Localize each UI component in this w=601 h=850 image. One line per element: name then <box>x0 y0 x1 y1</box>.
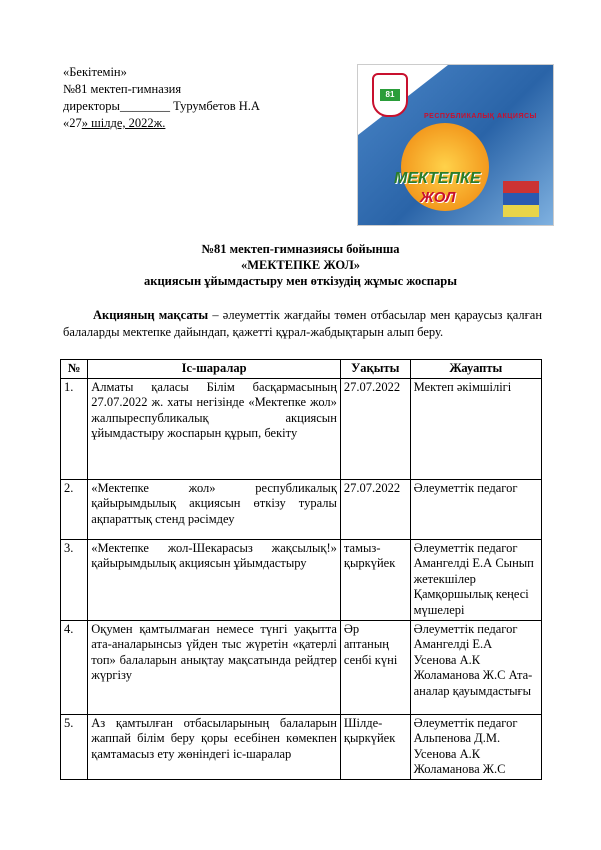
logo-text-zhol: ЖОЛ <box>420 189 456 206</box>
emblem-number: 81 <box>380 89 400 101</box>
doc-title-line2: «МЕКТЕПКЕ ЖОЛ» <box>240 258 361 272</box>
doc-title-line1: №81 мектеп-гимназиясы бойынша <box>201 242 400 256</box>
row-activity: «Мектепке жол» республикалық қайырымдылық акциясын өткізу туралы ақпараттық стенд рәсімдеу <box>88 479 341 539</box>
table-row <box>61 714 542 779</box>
purpose-paragraph <box>63 307 542 341</box>
table-row <box>61 378 542 479</box>
doc-title-line3: акциясын ұйымдастыру мен өткізудің жұмыс жоспары <box>144 274 457 288</box>
row-activity: Алматы қаласы Білім басқармасының 27.07.2022 ж. хаты негізінде «Мектепке жол» жалпыреспубликалық акциясын ұйымдастыру жоспарын құрып, бекіту <box>88 378 341 479</box>
row-num: 3. <box>61 539 88 620</box>
date-month-year: » шілде, 2022ж. <box>81 116 166 130</box>
row-responsible: Мектеп әкімшілігі <box>410 378 541 479</box>
signature-line: ________ <box>119 99 170 113</box>
date-day: «27 <box>63 116 82 130</box>
director-label: директоры <box>63 99 120 113</box>
row-num: 2. <box>61 479 88 539</box>
row-activity: «Мектепке жол-Шекарасыз жақсылық!» қайырымдылық акциясын ұйымдастыру <box>88 539 341 620</box>
approval-block <box>63 64 260 132</box>
row-time: 27.07.2022 <box>340 378 410 479</box>
plan-table <box>60 359 542 780</box>
logo-text-mektepke: МЕКТЕПКЕ <box>394 170 481 187</box>
table-row <box>61 539 542 620</box>
director-name: Турумбетов Н.А <box>169 99 260 113</box>
purpose-text: – әлеуметтік жағдайы төмен отбасылар мен қараусыз қалған балаларды мектепке дайындап, қажетті құрал-жабдықтарын алып беру. <box>63 308 543 339</box>
row-num: 5. <box>61 714 88 779</box>
row-time: Шілде-қыркүйек <box>340 714 410 779</box>
approval-school: №81 мектеп-гимназия <box>63 82 182 96</box>
row-time: 27.07.2022 <box>340 479 410 539</box>
logo-ring-text: РЕСПУБЛИКАЛЫҚ АКЦИЯСЫ <box>424 113 537 120</box>
table-header-row <box>61 360 542 379</box>
row-responsible: Әлеуметтік педагог Амангелді Е.А Усенова А.К Жоламанова Ж.С Ата-аналар қауымдастығы <box>410 620 541 714</box>
col-header-activities: Іс-шаралар <box>88 360 341 379</box>
books-icon <box>503 181 539 193</box>
col-header-num: № <box>61 360 88 379</box>
mektepke-zhol-logo <box>357 64 554 226</box>
table-row <box>61 620 542 714</box>
row-time: тамыз-қыркүйек <box>340 539 410 620</box>
row-num: 4. <box>61 620 88 714</box>
row-activity: Оқумен қамтылмаған немесе түнгі уақытта ата-аналарынсыз үйден тыс жүретін «қатерлі топ» балаларын анықтау мақсатында рейдтер жүргізу <box>88 620 341 714</box>
table-row <box>61 479 542 539</box>
row-num: 1. <box>61 378 88 479</box>
col-header-time: Уақыты <box>340 360 410 379</box>
row-time: Әр аптаның сенбі күні <box>340 620 410 714</box>
row-activity: Аз қамтылған отбасыларының балаларын жаппай білім беру қоры есебінен көмекпен қамтамасыз ету жөніндегі іс-шаралар <box>88 714 341 779</box>
school-emblem-icon <box>372 73 408 117</box>
col-header-responsible: Жауапты <box>410 360 541 379</box>
row-responsible: Әлеуметтік педагог <box>410 479 541 539</box>
approval-date <box>63 115 260 132</box>
row-responsible: Әлеуметтік педагог Амангелді Е.А Сынып жетекшілер Қамқоршылық кеңесі мүшелері <box>410 539 541 620</box>
approval-title: «Бекітемін» <box>63 65 127 79</box>
row-responsible: Әлеуметтік педагог Альпенова Д.М. Усенова А.К Жоламанова Ж.С <box>410 714 541 779</box>
purpose-label: Акцияның мақсаты <box>93 308 209 322</box>
approval-director <box>63 98 260 115</box>
